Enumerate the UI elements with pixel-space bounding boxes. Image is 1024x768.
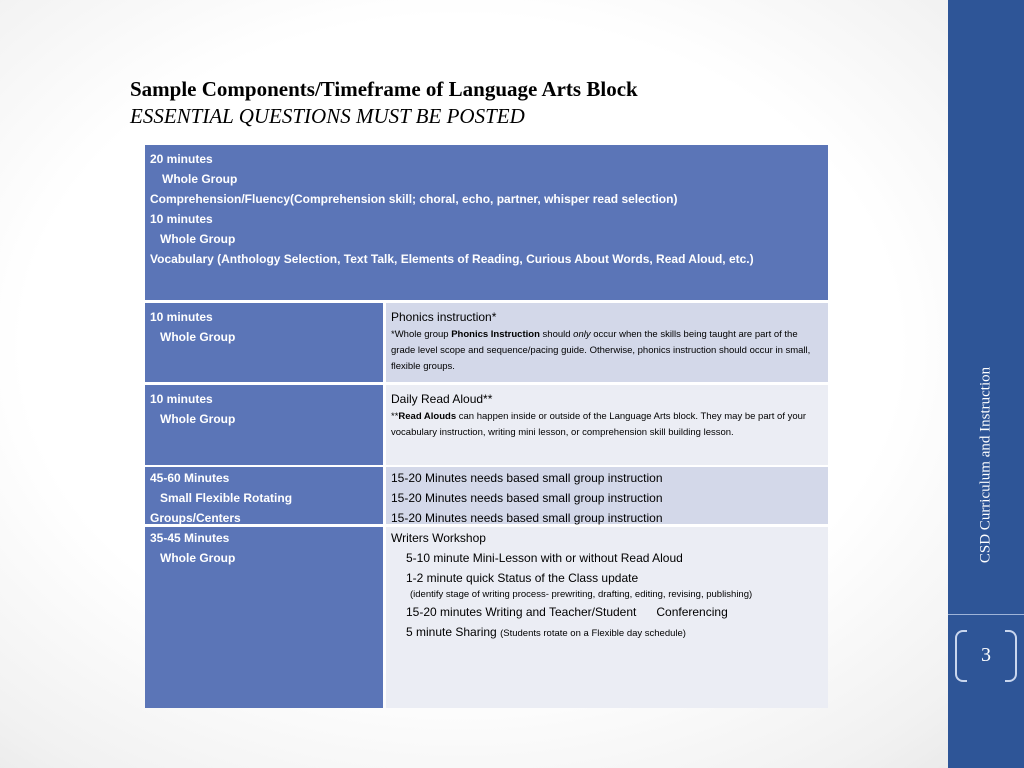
row-3-right bbox=[386, 385, 828, 465]
time-label: 10 minutes bbox=[150, 392, 213, 406]
stage-note: (identify stage of writing process- prewriting, drafting, editing, revising, publishing) bbox=[410, 589, 753, 600]
activity-title: Writers Workshop bbox=[391, 531, 486, 545]
page-title bbox=[130, 76, 638, 130]
row-4-left bbox=[145, 467, 383, 524]
small-group-line: 15-20 Minutes needs based small group instruction bbox=[391, 471, 663, 485]
workshop-item: 15-20 minutes Writing and Teacher/Student Conferencing bbox=[406, 605, 728, 619]
group-label: Whole Group bbox=[160, 412, 236, 426]
small-group-line: 15-20 Minutes needs based small group instruction bbox=[391, 511, 663, 525]
row1-line: 10 minutes bbox=[150, 212, 213, 226]
row1-line: Comprehension/Fluency(Comprehension skill; choral, echo, partner, whisper read selection) bbox=[150, 192, 678, 206]
workshop-item: 5 minute Sharing (Students rotate on a Flexible day schedule) bbox=[406, 625, 686, 639]
group-label: Whole Group bbox=[160, 551, 236, 565]
row-4-right bbox=[386, 467, 828, 524]
time-label: 10 minutes bbox=[150, 310, 213, 324]
workshop-item: 5-10 minute Mini-Lesson with or without Read Aloud bbox=[406, 551, 683, 565]
row-2-right bbox=[386, 303, 828, 382]
activity-title: Phonics instruction* bbox=[391, 310, 497, 324]
activity-note: **Read Alouds can happen inside or outside of the Language Arts block. They may be part of your vocabulary instruction, writing mini lesson, or comprehension skill building lesson. bbox=[391, 411, 807, 438]
time-label: 45-60 Minutes bbox=[150, 471, 230, 485]
row1-line: Vocabulary (Anthology Selection, Text Talk, Elements of Reading, Curious About Words, Read Aloud, etc.) bbox=[150, 252, 754, 266]
workshop-item: 1-2 minute quick Status of the Class update bbox=[406, 571, 639, 585]
small-group-line: 15-20 Minutes needs based small group instruction bbox=[391, 491, 663, 505]
group-label: Small Flexible Rotating bbox=[160, 491, 293, 505]
title-line-1: Sample Components/Timeframe of Language Arts Block bbox=[130, 77, 638, 101]
row-5-left bbox=[145, 527, 383, 708]
sidebar-label: CSD Curriculum and Instruction bbox=[977, 366, 994, 564]
activity-title: Daily Read Aloud** bbox=[391, 392, 493, 406]
row-3-left bbox=[145, 385, 383, 465]
row1-line: Whole Group bbox=[160, 232, 236, 246]
activity-note: *Whole group Phonics Instruction should only occur when the skills being taught are part of the grade level scope and sequence/pacing guide. Otherwise, phonics instruction should occur in small, flexible groups. bbox=[391, 329, 811, 372]
row-1-cell bbox=[145, 145, 828, 300]
row-2-left bbox=[145, 303, 383, 382]
group-label: Whole Group bbox=[160, 330, 236, 344]
time-label: 35-45 Minutes bbox=[150, 531, 230, 545]
group-label: Groups/Centers bbox=[150, 511, 241, 525]
slide-number-box bbox=[955, 630, 1017, 680]
row1-line: 20 minutes bbox=[150, 152, 213, 166]
title-line-2: ESSENTIAL QUESTIONS MUST BE POSTED bbox=[130, 104, 525, 128]
row1-line: Whole Group bbox=[162, 172, 238, 186]
sidebar-divider bbox=[948, 614, 1024, 615]
row-5-right bbox=[386, 527, 828, 708]
slide-number: 3 bbox=[981, 644, 991, 666]
